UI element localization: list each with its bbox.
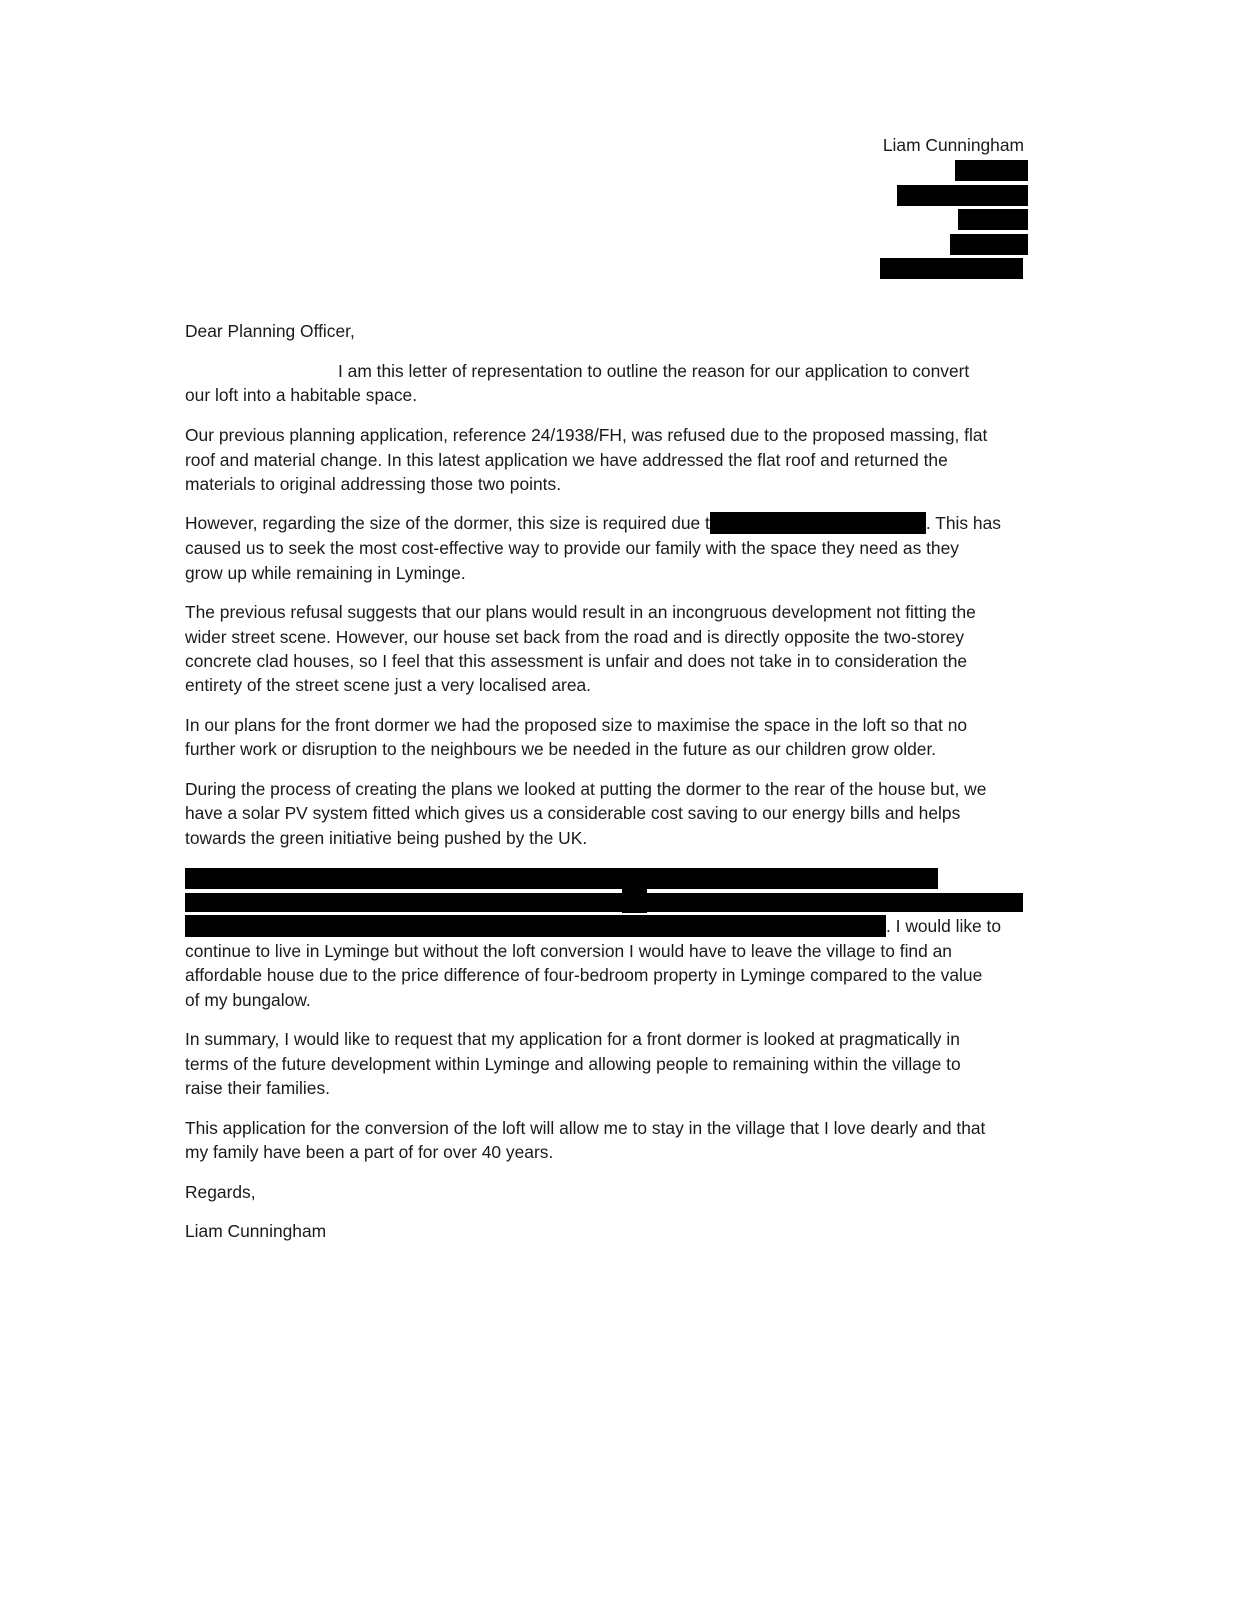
p7-line-4: continue to live in Lyminge but without the loft conversion I would have to leave the village to find an — [185, 941, 952, 961]
p8-line-2: terms of the future development within Lyminge and allowing people to remaining within the village to — [185, 1054, 961, 1074]
p1-line-1: I am this letter of representation to outline the reason for our application to convert — [338, 361, 970, 381]
address-redaction-2 — [897, 185, 1028, 206]
address-redaction-3 — [958, 209, 1028, 230]
p7-line-5: affordable house due to the price difference of four-bedroom property in Lyminge compared to the value — [185, 965, 983, 985]
p6-line-1: During the process of creating the plans we looked at putting the dormer to the rear of the house but, we — [185, 779, 987, 799]
sender-name: Liam Cunningham — [882, 135, 1024, 155]
p7-inline-redaction — [185, 915, 886, 937]
p4-line-2: wider street scene. However, our house set back from the road and is directly opposite the two-storey — [185, 627, 965, 647]
p3-inline-redaction — [710, 512, 926, 534]
p3-line-3: grow up while remaining in Lyminge. — [185, 563, 466, 583]
address-redaction-1 — [955, 160, 1028, 181]
p3-line-2: caused us to seek the most cost-effective way to provide our family with the space they need as they — [185, 538, 959, 558]
p7-line-3 — [185, 914, 1001, 938]
p5-line-1: In our plans for the front dormer we had the proposed size to maximise the space in the loft so that no — [185, 715, 968, 735]
p3-line-1-end: . This has — [925, 513, 1001, 533]
p6-line-2: have a solar PV system fitted which gives us a considerable cost saving to our energy bills and helps — [185, 803, 961, 823]
p7-redaction-line-2a — [185, 893, 1023, 912]
p7-redaction-line-2b — [622, 889, 647, 913]
p7-line-3-end: . I would like to — [886, 916, 1002, 936]
p5-line-2: further work or disruption to the neighbours we be needed in the future as our children grow older. — [185, 739, 937, 759]
p2-line-2: roof and material change. In this latest application we have addressed the flat roof and returned the — [185, 450, 948, 470]
p3-line-1 — [185, 511, 1001, 535]
p1-line-2: our loft into a habitable space. — [185, 385, 418, 405]
p9-line-2: my family have been a part of for over 40 years. — [185, 1142, 554, 1162]
p7-redaction-line-1 — [185, 868, 938, 889]
address-redaction-5 — [880, 258, 1023, 279]
p2-line-3: materials to original addressing those two points. — [185, 474, 562, 494]
p9-line-1: This application for the conversion of the loft will allow me to stay in the village that I love dearly and that — [185, 1118, 986, 1138]
p4-line-1: The previous refusal suggests that our plans would result in an incongruous development not fitting the — [185, 602, 976, 622]
p2-line-1: Our previous planning application, reference 24/1938/FH, was refused due to the proposed massing, flat — [185, 425, 988, 445]
closing: Regards, — [185, 1182, 256, 1202]
p7-line-6: of my bungalow. — [185, 990, 311, 1010]
p4-line-4: entirety of the street scene just a very localised area. — [185, 675, 591, 695]
p8-line-3: raise their families. — [185, 1078, 330, 1098]
p6-line-3: towards the green initiative being pushed by the UK. — [185, 828, 588, 848]
greeting: Dear Planning Officer, — [185, 321, 355, 341]
p8-line-1: In summary, I would like to request that my application for a front dormer is looked at pragmatically in — [185, 1029, 960, 1049]
address-redaction-4 — [950, 234, 1028, 255]
signature: Liam Cunningham — [185, 1221, 327, 1241]
p4-line-3: concrete clad houses, so I feel that this assessment is unfair and does not take in to consideration the — [185, 651, 968, 671]
p3-line-1-start: However, regarding the size of the dormer, this size is required due t — [185, 513, 710, 533]
